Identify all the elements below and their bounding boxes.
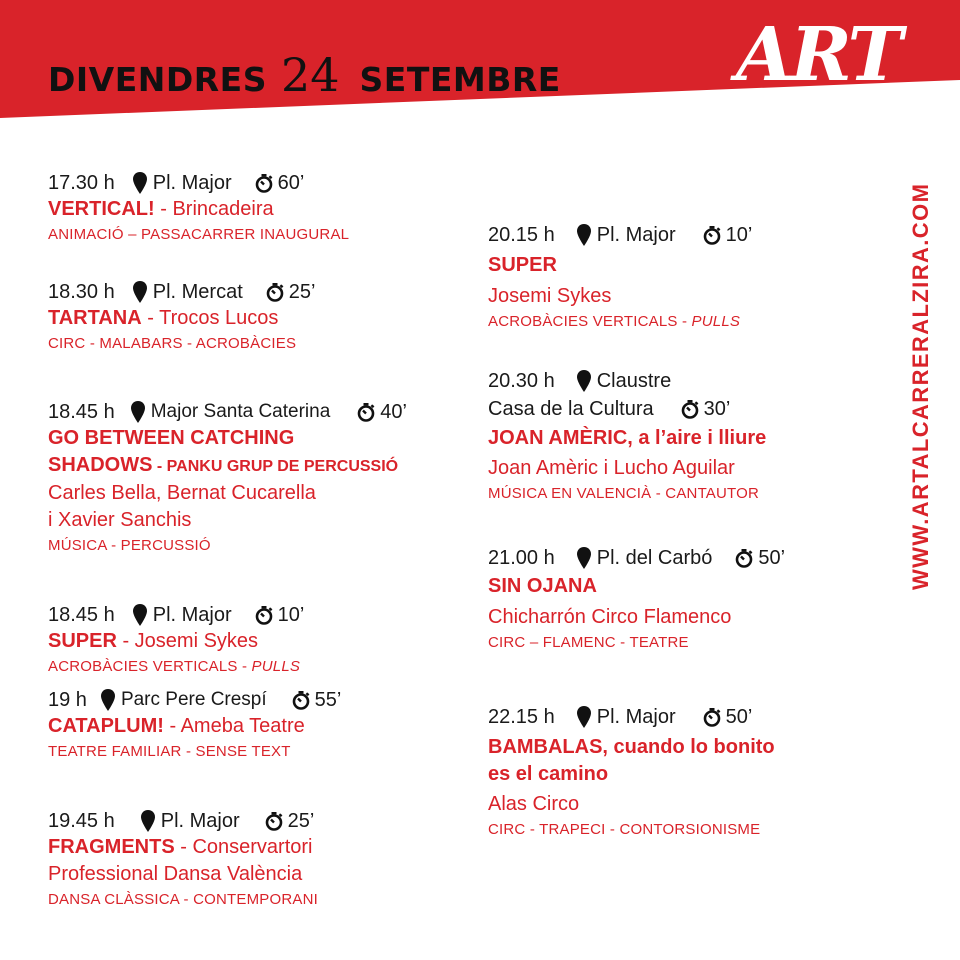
event-time: 20.15 h xyxy=(488,223,555,246)
map-pin-icon xyxy=(133,172,147,194)
festival-logo xyxy=(730,12,945,148)
event-place: Claustre xyxy=(596,369,672,392)
event-genre: CIRC - TRAPECI - CONTORSIONISME xyxy=(488,821,761,838)
event-duration: 40’ xyxy=(380,400,407,423)
event-genre: CIRC - MALABARS - ACROBÀCIES xyxy=(48,335,297,352)
event-item xyxy=(48,170,349,247)
event-subtitle: - Conservartori xyxy=(174,836,313,858)
event-genre: DANSA CLÀSSICA - CONTEMPORANI xyxy=(48,891,319,908)
event-item xyxy=(488,368,766,506)
event-genre: MÚSICA - PERCUSSIÓ xyxy=(48,537,211,554)
event-artist: Joan Amèric i Lucho Aguilar xyxy=(488,457,735,479)
logo-edition: 6 xyxy=(926,92,935,109)
stopwatch-icon xyxy=(254,605,274,625)
event-artist: Josemi Sykes xyxy=(488,285,612,307)
event-title: SIN OJANA xyxy=(488,575,597,597)
event-place: Pl. del Carbó xyxy=(596,546,713,569)
event-genre: ACROBÀCIES VERTICALS - PULLS xyxy=(48,658,301,675)
event-item xyxy=(488,222,752,334)
event-artist: Chicharrón Circo Flamenco xyxy=(488,606,732,628)
map-pin-icon xyxy=(133,281,147,303)
map-pin-icon xyxy=(131,401,145,423)
event-duration: 25’ xyxy=(287,809,315,832)
event-artist: Carles Bella, Bernat Cucarella xyxy=(48,482,316,504)
event-time: 18.45 h xyxy=(48,400,115,423)
event-place: Pl. Mercat xyxy=(152,280,243,303)
event-item xyxy=(48,687,341,764)
event-time: 19.45 h xyxy=(48,809,115,832)
event-title: VERTICAL! - Brincadeira xyxy=(48,198,274,220)
event-time: 21.00 h xyxy=(488,546,555,569)
stopwatch-icon xyxy=(680,399,700,419)
event-title-line2: SHADOWS - PANKU GRUP DE PERCUSSIÓ xyxy=(48,454,399,476)
event-genre: ANIMACIÓ – PASSACARRER INAUGURAL xyxy=(48,226,350,243)
event-genre: TEATRE FAMILIAR - SENSE TEXT xyxy=(48,743,291,760)
event-subtitle: - Trocos Lucos xyxy=(141,307,279,329)
event-title: JOAN AMÈRIC, a l’aire i lliure xyxy=(488,427,767,449)
event-subtitle: - Brincadeira xyxy=(154,198,274,220)
title-date: 24 xyxy=(280,48,340,102)
title-month: SETEMBRE xyxy=(359,60,561,99)
map-pin-icon xyxy=(577,224,591,246)
event-duration: 25’ xyxy=(288,280,316,303)
map-pin-icon xyxy=(577,547,591,569)
event-genre: ACROBÀCIES VERTICALS - PULLS xyxy=(488,313,741,330)
event-time: 22.15 h xyxy=(488,705,555,728)
event-title: SUPER - Josemi Sykes xyxy=(48,630,259,652)
event-place: Pl. Major xyxy=(596,223,676,246)
event-time: 19 h xyxy=(48,688,87,711)
stopwatch-icon xyxy=(265,282,285,302)
map-pin-icon xyxy=(577,706,591,728)
event-place: Major Santa Caterina xyxy=(150,401,331,422)
event-duration: 30’ xyxy=(703,397,731,420)
event-subtitle: - Josemi Sykes xyxy=(116,630,259,652)
event-place: Pl. Major xyxy=(596,705,676,728)
stopwatch-icon xyxy=(702,707,722,727)
event-artist-line2: i Xavier Sanchis xyxy=(48,509,192,531)
event-title: GO BETWEEN CATCHING xyxy=(48,427,295,449)
map-pin-icon xyxy=(133,604,147,626)
stopwatch-icon xyxy=(734,548,754,568)
event-artist: Professional Dansa València xyxy=(48,863,303,885)
stopwatch-icon xyxy=(702,225,722,245)
event-place: Pl. Major xyxy=(152,171,232,194)
logo-city: ALZIRA xyxy=(875,132,929,147)
map-pin-icon xyxy=(141,810,155,832)
event-subtitle: - PANKU GRUP DE PERCUSSIÓ xyxy=(152,458,399,475)
logo-art: ART xyxy=(736,12,900,98)
event-item xyxy=(48,808,318,912)
event-genre: CIRC – FLAMENC - TEATRE xyxy=(488,634,689,651)
event-title: SUPER xyxy=(488,254,557,276)
event-place: Pl. Major xyxy=(160,809,240,832)
stopwatch-icon xyxy=(254,173,274,193)
event-time: 18.45 h xyxy=(48,603,115,626)
event-title: TARTANA - Trocos Lucos xyxy=(48,307,279,329)
stopwatch-icon xyxy=(356,402,376,422)
event-artist: Alas Circo xyxy=(488,793,580,815)
event-duration: 50’ xyxy=(758,546,786,569)
event-place: Parc Pere Crespí xyxy=(120,689,267,710)
event-time: 17.30 h xyxy=(48,171,115,194)
event-subtitle: - Ameba Teatre xyxy=(163,715,305,737)
map-pin-icon xyxy=(101,689,115,711)
page-title xyxy=(48,48,561,108)
stopwatch-icon xyxy=(291,690,311,710)
event-genre: MÚSICA EN VALENCIÀ - CANTAUTOR xyxy=(488,485,760,502)
event-time: 18.30 h xyxy=(48,280,115,303)
event-title: FRAGMENTS - Conservartori xyxy=(48,836,313,858)
event-place: Pl. Major xyxy=(152,603,232,626)
stopwatch-icon xyxy=(264,811,284,831)
website-link[interactable]: WWW.ARTALCARRERALZIRA.COM xyxy=(908,182,933,590)
event-item xyxy=(48,279,315,356)
event-duration: 10’ xyxy=(277,603,305,626)
event-time: 20.30 h xyxy=(488,369,555,392)
event-title: BAMBALAS, cuando lo bonito xyxy=(488,736,775,758)
event-title: CATAPLUM! - Ameba Teatre xyxy=(48,715,305,737)
event-duration: 50’ xyxy=(725,705,753,728)
event-place-line2: Casa de la Cultura xyxy=(488,397,654,420)
event-title-line2: es el camino xyxy=(488,763,609,785)
map-pin-icon xyxy=(577,370,591,392)
event-duration: 55’ xyxy=(314,688,342,711)
event-duration: 60’ xyxy=(277,171,305,194)
event-duration: 10’ xyxy=(725,223,753,246)
event-item xyxy=(48,602,304,679)
event-item xyxy=(488,545,785,655)
title-day: DIVENDRES xyxy=(48,60,267,99)
event-item xyxy=(48,399,407,558)
event-item xyxy=(488,704,775,842)
logo-al-carrer: AL CARRER xyxy=(775,110,893,131)
